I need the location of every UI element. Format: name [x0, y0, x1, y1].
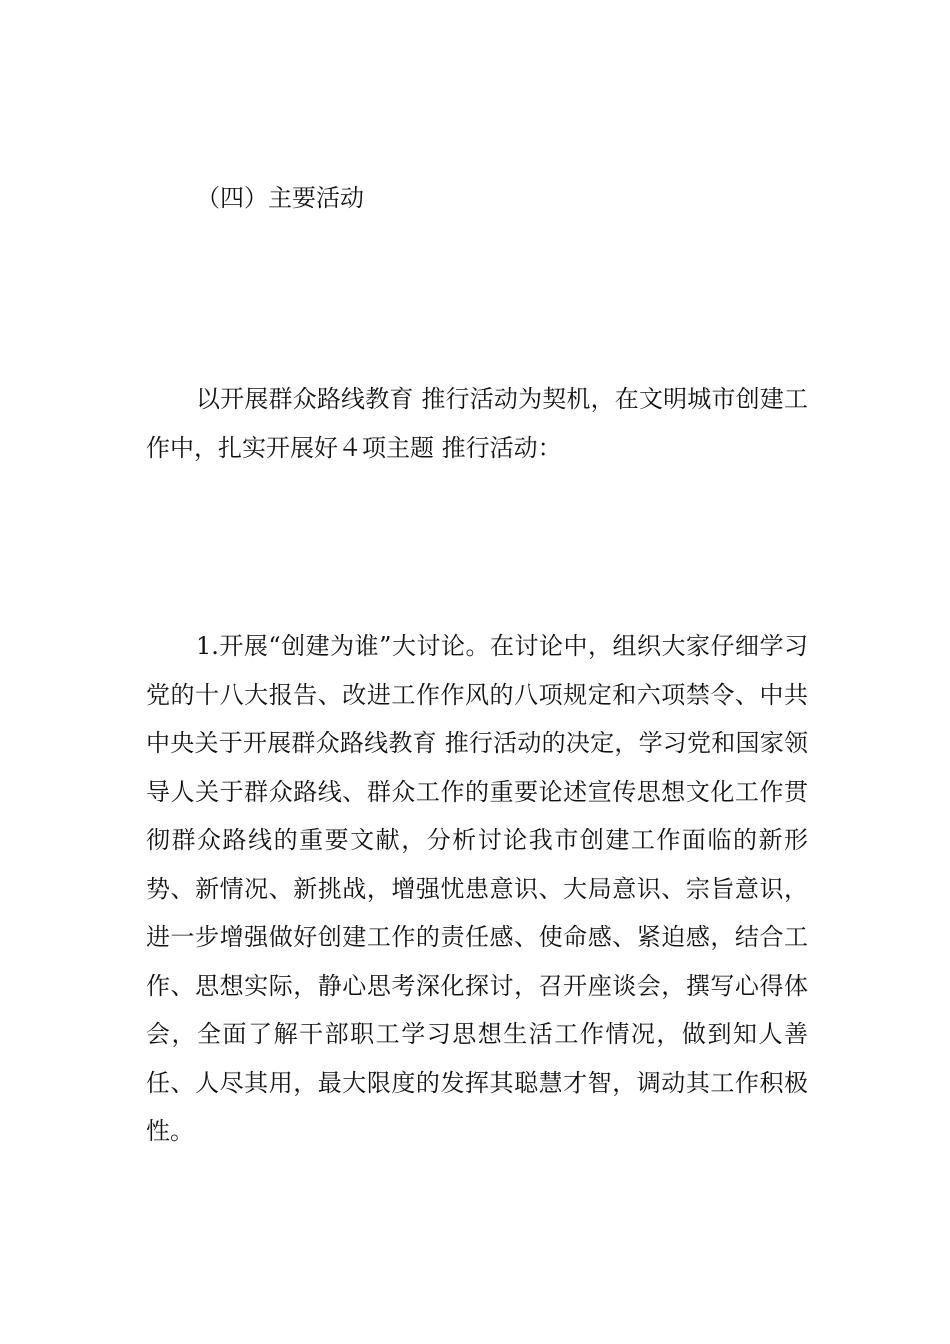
paragraph-intro: 以开展群众路线教育 推行活动为契机，在文明城市创建工作中，扎实开展好４项主题 推行活动： [146, 385, 808, 462]
paragraph-activity-1: 1.开展“创建为谁”大讨论。在讨论中，组织大家仔细学习党的十八大报告、改进工作作风的八项规定和六项禁令、中共中央关于开展群众路线教育 推行活动的决定，学习党和国家领导人关于群众路线、群众工作的重要论述宣传思想文化工作贯彻群众路线的重要文献，分析讨论我市创建工作面临的新形势、新情况、新挑战，增强忧患意识、大局意识、宗旨意识，进一步增强做好创建工作的责任感、使命感、紧迫感，结合工作、思想实际，静心思考深化探讨，召开座谈会，撰写心得体会，全面了解干部职工学习思想生活工作情况，做到知人善任、人尽其用，最大限度的发挥其聪慧才智，调动其工作积极性。 [146, 632, 808, 1145]
section-heading: （四）主要活动 [196, 184, 364, 212]
